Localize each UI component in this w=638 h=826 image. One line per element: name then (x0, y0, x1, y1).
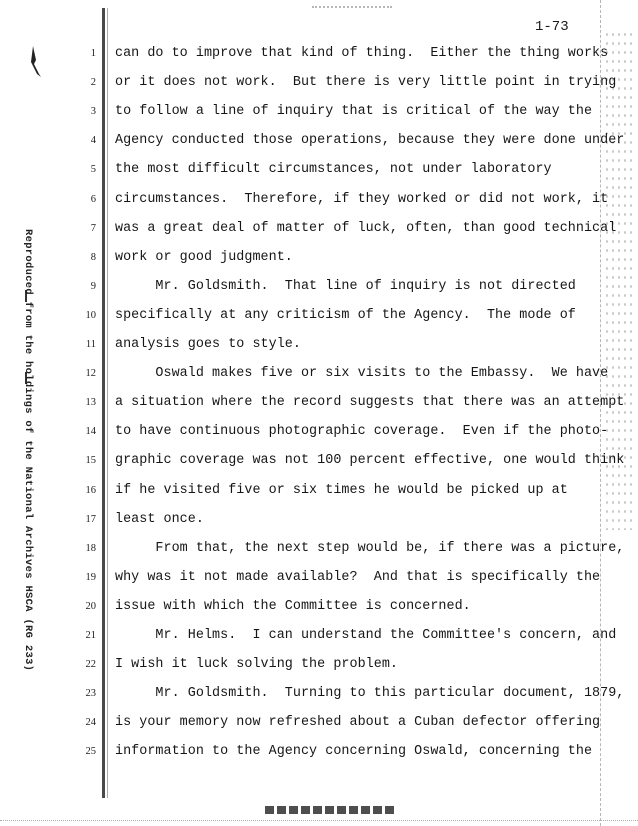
transcript-line: Mr. Helms. I can understand the Committee's concern, and (115, 628, 617, 643)
line-number: 23 (85, 688, 96, 699)
line-number: 2 (90, 77, 96, 88)
transcript-line: to have continuous photographic coverage. Even if the photo- (115, 424, 609, 439)
line-number: 12 (85, 368, 96, 379)
transcript-line: a situation where the record suggests that there was an attempt (115, 395, 625, 410)
transcript-line: to follow a line of inquiry that is critical of the way the (115, 104, 593, 119)
line-number: 22 (85, 659, 96, 670)
margin-rule-secondary (107, 8, 108, 798)
transcript-line: Agency conducted those operations, because they were done under (115, 133, 625, 148)
line-number: 20 (85, 601, 96, 612)
line-number: 7 (90, 223, 96, 234)
line-number: 1 (90, 48, 96, 59)
line-number: 3 (90, 106, 96, 117)
line-number: 4 (90, 135, 96, 146)
transcript-line: was a great deal of matter of luck, often, than good technical (115, 221, 617, 236)
line-number: 18 (85, 543, 96, 554)
transcript-line: why was it not made available? And that is specifically the (115, 570, 601, 585)
archive-side-note: Reproduced from the holdings of the National Archives HSCA (RG 233) (22, 229, 34, 672)
line-number: 15 (85, 455, 96, 466)
top-smudge (312, 0, 392, 8)
right-edge-rule (600, 0, 602, 826)
line-number: 8 (90, 252, 96, 263)
transcript-line: work or good judgment. (115, 250, 293, 265)
transcript-line: or it does not work. But there is very little point in trying (115, 75, 617, 90)
transcript-line: Oswald makes five or six visits to the Embassy. We have (115, 366, 609, 381)
transcript-line: can do to improve that kind of thing. Either the thing works (115, 46, 609, 61)
transcript-line: I wish it luck solving the problem. (115, 657, 398, 672)
page-number: 1-73 (535, 19, 569, 35)
line-number: 9 (90, 281, 96, 292)
line-number: 6 (90, 194, 96, 205)
transcript-line: Mr. Goldsmith. Turning to this particular document, 1879, (115, 686, 625, 701)
transcript-line: analysis goes to style. (115, 337, 301, 352)
transcript-line: specifically at any criticism of the Agency. The mode of (115, 308, 576, 323)
line-number: 19 (85, 572, 96, 583)
line-number: 16 (85, 485, 96, 496)
line-number: 25 (85, 746, 96, 757)
line-number: 17 (85, 514, 96, 525)
line-number: 14 (85, 426, 96, 437)
transcript-line: circumstances. Therefore, if they worked or did not work, it (115, 192, 609, 207)
margin-pen-mark (30, 44, 42, 78)
line-number: 13 (85, 397, 96, 408)
line-number: 24 (85, 717, 96, 728)
transcript-line: if he visited five or six times he would be picked up at (115, 483, 568, 498)
bottom-edge (0, 820, 638, 823)
transcript-line: least once. (115, 512, 204, 527)
transcript-line: issue with which the Committee is concerned. (115, 599, 471, 614)
transcript-line: information to the Agency concerning Oswald, concerning the (115, 744, 593, 759)
transcript-line: Mr. Goldsmith. That line of inquiry is not directed (115, 279, 576, 294)
transcript-line: From that, the next step would be, if there was a picture, (115, 541, 625, 556)
classification-stamp (265, 806, 397, 814)
transcript-line: the most difficult circumstances, not under laboratory (115, 162, 552, 177)
line-number: 11 (85, 339, 96, 350)
margin-rule (102, 8, 105, 798)
line-number: 10 (85, 310, 96, 321)
transcript-line: is your memory now refreshed about a Cuban defector offering (115, 715, 601, 730)
line-number: 21 (85, 630, 96, 641)
transcript-line: graphic coverage was not 100 percent effective, one would think (115, 453, 625, 468)
line-number: 5 (90, 164, 96, 175)
